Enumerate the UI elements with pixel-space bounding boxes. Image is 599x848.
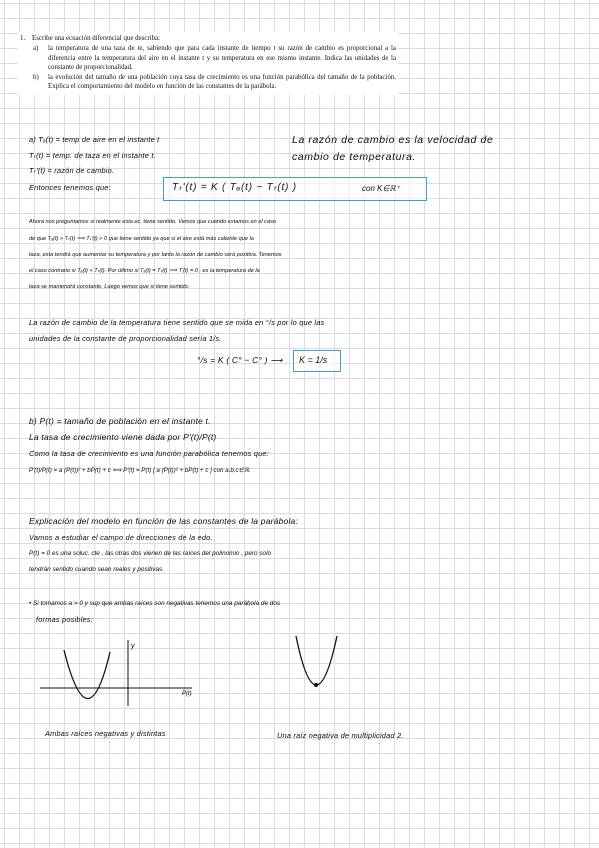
constant-condition: con K∈ℝ⁺: [362, 184, 400, 193]
axis-x-label: P(t): [182, 691, 192, 697]
sketch-caption-two-roots: Ambas raíces negativas y distintas: [45, 729, 166, 738]
question-title: Escribe una ecuación diferencial que describa:: [32, 35, 160, 42]
para-2-line-1: La razón de cambio de la temperatura tiene sentido que se mida en °/s por lo que las: [29, 318, 325, 327]
sketch-two-roots: [30, 628, 210, 708]
parabolic-line: Como la tasa de crecimiento es una función parabólica tenemos que:: [29, 449, 269, 458]
sketch-double-root: [290, 630, 350, 694]
item-b-mark: b): [33, 74, 39, 82]
direction-field-line: Vamos a estudiar el campo de direcciones de la edo.: [29, 533, 213, 542]
parabola-curve: [64, 650, 110, 699]
roots-line-2: tendrán sentido cuando sean reales y positivas.: [29, 566, 164, 573]
para-1-line-5: taza se mantendrá constante. Luego vemos que si tiene sentido.: [29, 284, 190, 290]
question-number: 1.: [20, 35, 26, 42]
units-result-box: [293, 350, 341, 372]
equation-box: [163, 177, 427, 201]
def-cup-temperature: Tₜ(t) = temp. de taza en el instante t.: [29, 151, 156, 160]
para-1-line-2: de que Tₐ(t) > Tₜ(t) ⟹ Tₜ'(t) > 0 que tiene sentido ya que si el aire está más caliente que la: [29, 236, 254, 242]
case-bullet-line-2: formas posibles:: [36, 615, 94, 624]
sketch-caption-double-root: Una raíz negativa de multiplicidad 2.: [277, 731, 404, 740]
def-population: b) P(t) = tamaño de población en el instante t.: [29, 416, 211, 426]
item-b: [33, 73, 396, 92]
growth-rate-line: La tasa de crecimiento viene dada por P'(t)/P(t): [29, 432, 217, 442]
para-2-line-2: unidades de la constante de proporcionalidad sería 1/s.: [29, 334, 222, 343]
parabola-double-root-curve: [296, 636, 337, 685]
roots-line-1: P(t) = 0 es una soluc. cte , las otras dos vienen de las raíces del polinomio , pero solo: [29, 550, 272, 557]
exercise-statement: [18, 32, 398, 95]
model-heading: Explicación del modelo en función de las constantes de la parábola:: [29, 516, 299, 526]
units-result: K = 1/s: [299, 355, 328, 365]
def-air-temperature: a) Tₐ(t) = temp de aire en el instante t: [29, 135, 160, 144]
item-a-mark: a): [33, 45, 39, 53]
double-root-point: [314, 683, 318, 687]
para-1-line-4: el caso contrario si Tₐ(t) < Tₜ(t). Por último si Tₐ(t) = Tₜ(t) ⟹ T'(t) = 0 , es la temperatura de la: [29, 268, 260, 274]
case-bullet-line-1: • Si tomamos a > 0 y sup que ambas raíces son negativas tenemos una parábola de dos: [29, 600, 281, 607]
population-equation: P'(t)/P(t) = a (P(t))² + bP(t) + c ⟺ P'(t) = P(t) [ a (P(t))² + bP(t) + c ] con a,b,c∈ℝ.: [29, 467, 251, 474]
side-note-line-2: cambio de temperatura.: [292, 151, 417, 163]
para-1-line-3: taza, esta tendrá que aumentar su temperatura y por tanto la razón de cambio será positiva. Tenemos: [29, 252, 282, 258]
then-label: Entonces tenemos que:: [29, 183, 111, 192]
para-1-line-1: Ahora nos preguntamos si realmente esta ec. tiene sentido. Vemos que cuando estamos en el caso: [29, 219, 276, 225]
axis-y-label: y: [131, 643, 135, 650]
units-equation: °/s = K ( C° − C° ) ⟶: [197, 355, 283, 365]
side-note-line-1: La razón de cambio es la velocidad de: [292, 134, 494, 146]
item-a: [33, 44, 396, 72]
cooling-equation: Tₜ'(t) = K ( Tₐ(t) − Tₜ(t) ): [172, 182, 297, 193]
item-a-text: la temperatura de una taza de te, sabiendo que para cada instante de tiempo t su razón de cambio es proporcional a la diferencia entre la temperatura del aire en el instante t y su temperatura en ese mismo instante. Indica las unidades de la constante de proporcionalidad.: [48, 45, 396, 71]
item-b-text: la evolución del tamaño de una población cuya tasa de crecimiento es una función parabólica del tamaño de la población. Explica el comportamiento del modelo en función de las constantes de la parábola.: [48, 74, 396, 91]
def-rate-of-change: Tₜ'(t) = razón de cambio.: [29, 166, 115, 175]
